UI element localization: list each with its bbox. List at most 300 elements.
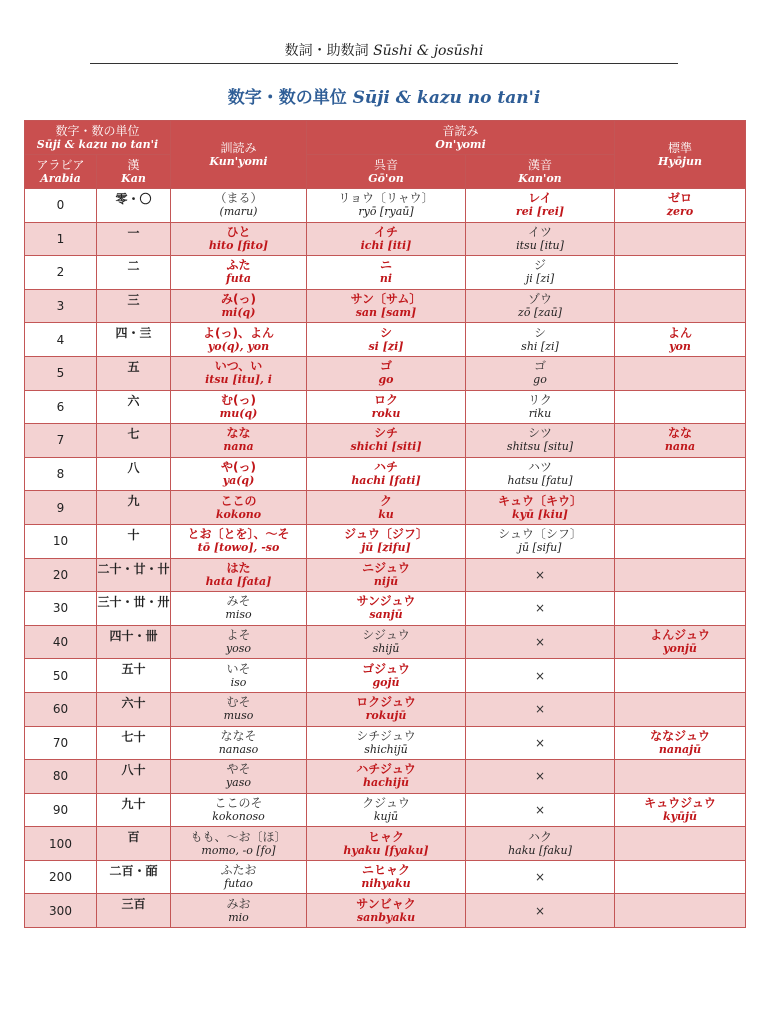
cell-kun xyxy=(171,424,307,458)
cell-goon xyxy=(307,491,466,525)
reading-romaji: san [sam] xyxy=(355,306,417,320)
cell-goon xyxy=(307,256,466,290)
cell-kanon xyxy=(466,457,615,491)
reading-kana: ジ xyxy=(533,258,546,273)
table-row xyxy=(25,424,746,458)
reading-kana: ここのそ xyxy=(214,795,263,810)
reading-kana: サン〔サム〕 xyxy=(350,292,422,307)
cell-kun xyxy=(171,256,307,290)
cell-kan: 三 xyxy=(97,289,171,323)
cell-arabia: 100 xyxy=(25,827,97,861)
cell-goon xyxy=(307,424,466,458)
table-row xyxy=(25,289,746,323)
cell-hyojun xyxy=(615,524,746,558)
cell-arabia: 30 xyxy=(25,592,97,626)
reading-romaji: sanjū xyxy=(369,608,403,622)
cell-kun xyxy=(171,760,307,794)
cell-kan: 零・〇 xyxy=(97,189,171,223)
cell-kun xyxy=(171,592,307,626)
cell-goon xyxy=(307,289,466,323)
reading-romaji: jū [zifu] xyxy=(361,541,411,555)
cell-kanon xyxy=(466,860,615,894)
document-header xyxy=(90,40,678,60)
reading-romaji: si [zi] xyxy=(368,339,404,353)
reading-kana: イツ xyxy=(527,224,552,239)
reading-romaji: mu(q) xyxy=(219,406,258,420)
cell-hyojun xyxy=(615,625,746,659)
cell-arabia: 9 xyxy=(25,491,97,525)
cell-goon xyxy=(307,457,466,491)
reading-romaji: nanaso xyxy=(218,742,259,756)
reading-romaji: momo, -o [fo] xyxy=(201,843,276,857)
cell-hyojun xyxy=(615,222,746,256)
reading-kana: みそ xyxy=(226,594,251,609)
cell-hyojun xyxy=(615,189,746,223)
cell-kan: 七 xyxy=(97,424,171,458)
cell-hyojun xyxy=(615,659,746,693)
cell-kan: 四・亖 xyxy=(97,323,171,357)
cell-hyojun xyxy=(615,760,746,794)
table-row xyxy=(25,625,746,659)
reading-romaji: (maru) xyxy=(219,205,258,219)
cell-goon xyxy=(307,356,466,390)
cell-goon xyxy=(307,760,466,794)
cell-arabia: 40 xyxy=(25,625,97,659)
reading-romaji: iso xyxy=(230,675,247,689)
reading-romaji: riku xyxy=(528,406,552,420)
cell-kanon xyxy=(466,659,615,693)
cell-hyojun xyxy=(615,424,746,458)
cell-arabia: 4 xyxy=(25,323,97,357)
reading-kana: リク xyxy=(528,392,552,407)
cell-kun xyxy=(171,827,307,861)
reading-kana: なな xyxy=(667,426,692,441)
cell-arabia: 5 xyxy=(25,356,97,390)
reading-kana: ロクジュウ xyxy=(356,695,416,710)
reading-romaji: yon xyxy=(669,339,691,353)
cell-kun xyxy=(171,894,307,928)
cell-kanon xyxy=(466,424,615,458)
reading-romaji: shijū xyxy=(372,642,400,656)
table-row xyxy=(25,692,746,726)
cell-goon xyxy=(307,390,466,424)
reading-romaji: ku xyxy=(378,507,394,521)
cell-kanon xyxy=(466,894,615,928)
cell-kan: 九 xyxy=(97,491,171,525)
reading-romaji: ni xyxy=(379,272,393,286)
header-divider xyxy=(90,63,678,64)
cell-hyojun xyxy=(615,726,746,760)
reading-kana: × xyxy=(534,668,546,683)
reading-romaji: kujū xyxy=(373,809,399,823)
table-row xyxy=(25,356,746,390)
reading-kana: シチ xyxy=(373,426,398,441)
cell-kanon xyxy=(466,356,615,390)
cell-kan: 八十 xyxy=(97,760,171,794)
cell-kan: 五 xyxy=(97,356,171,390)
reading-romaji: rei [rei] xyxy=(515,205,565,219)
cell-kun xyxy=(171,558,307,592)
cell-kanon xyxy=(466,558,615,592)
header-onyomi: 音読み On'yomi xyxy=(307,121,615,155)
reading-romaji: ya(q) xyxy=(222,474,255,488)
reading-kana: シジュウ xyxy=(362,628,410,643)
reading-romaji: muso xyxy=(223,709,254,723)
reading-romaji: itsu [itu] xyxy=(516,238,564,252)
cell-kan: 百 xyxy=(97,827,171,861)
reading-kana: ニ xyxy=(379,258,392,273)
reading-kana: よんジュウ xyxy=(650,628,710,643)
reading-kana: キュウ〔キウ〕 xyxy=(497,493,582,508)
reading-kana: ななジュウ xyxy=(650,728,710,743)
cell-arabia: 80 xyxy=(25,760,97,794)
cell-kanon xyxy=(466,692,615,726)
reading-romaji: shi [zi] xyxy=(521,339,559,353)
reading-romaji: hatsu [fatu] xyxy=(507,474,573,488)
cell-hyojun xyxy=(615,356,746,390)
cell-kanon xyxy=(466,323,615,357)
table-row xyxy=(25,726,746,760)
cell-kan: 八 xyxy=(97,457,171,491)
reading-kana: （まる） xyxy=(214,191,263,206)
table-row xyxy=(25,457,746,491)
title-jp: 数字・数の単位 xyxy=(227,88,353,108)
cell-hyojun xyxy=(615,390,746,424)
reading-kana: ゴジュウ xyxy=(362,661,410,676)
cell-kanon xyxy=(466,760,615,794)
reading-romaji: tō [towo], -so xyxy=(197,541,280,555)
reading-kana: ク xyxy=(379,493,392,508)
reading-kana: ななそ xyxy=(220,728,257,743)
table-row xyxy=(25,894,746,928)
reading-kana: ヒャク xyxy=(367,829,404,844)
table-body xyxy=(25,189,746,928)
reading-kana: × xyxy=(534,769,546,784)
cell-hyojun xyxy=(615,256,746,290)
reading-kana: × xyxy=(534,903,546,918)
reading-romaji: hata [fata] xyxy=(205,574,272,588)
cell-goon xyxy=(307,659,466,693)
reading-kana: なな xyxy=(226,426,251,441)
reading-romaji: ji [zi] xyxy=(525,272,555,286)
reading-romaji: kokono xyxy=(215,507,262,521)
reading-kana: × xyxy=(534,735,546,750)
reading-kana: シュウ〔シフ〕 xyxy=(498,527,582,542)
reading-romaji: kyū [kiu] xyxy=(511,507,569,521)
reading-romaji: hito [fito] xyxy=(208,238,269,252)
table-row xyxy=(25,760,746,794)
cell-hyojun xyxy=(615,592,746,626)
reading-romaji: shitsu [situ] xyxy=(506,440,574,454)
cell-arabia: 50 xyxy=(25,659,97,693)
cell-kun xyxy=(171,356,307,390)
cell-goon xyxy=(307,524,466,558)
reading-kana: む(っ) xyxy=(221,392,256,407)
reading-romaji: hyaku [fyaku] xyxy=(343,843,429,857)
reading-romaji: futa xyxy=(226,272,251,286)
cell-kan: 九十 xyxy=(97,793,171,827)
cell-kun xyxy=(171,323,307,357)
reading-kana: サンジュウ xyxy=(356,594,416,609)
reading-kana: ハチ xyxy=(373,460,398,475)
cell-kanon xyxy=(466,189,615,223)
reading-kana: むそ xyxy=(226,695,251,710)
reading-romaji: yonjū xyxy=(663,642,697,656)
header-kanon: 漢音 Kan'on xyxy=(466,155,615,189)
cell-goon xyxy=(307,860,466,894)
reading-romaji: mio xyxy=(228,910,249,924)
table-row xyxy=(25,189,746,223)
cell-kan: 二百・皕 xyxy=(97,860,171,894)
cell-arabia: 6 xyxy=(25,390,97,424)
reading-romaji: nijū xyxy=(373,574,399,588)
cell-arabia: 200 xyxy=(25,860,97,894)
reading-romaji: hachi [fati] xyxy=(351,474,421,488)
reading-romaji: nihyaku xyxy=(361,877,411,891)
table-row xyxy=(25,827,746,861)
cell-kan: 六十 xyxy=(97,692,171,726)
reading-kana: ゼロ xyxy=(667,191,692,206)
reading-kana: やそ xyxy=(226,762,251,777)
cell-kanon xyxy=(466,726,615,760)
reading-kana: いそ xyxy=(226,661,251,676)
cell-kan: 二 xyxy=(97,256,171,290)
cell-kanon xyxy=(466,222,615,256)
cell-goon xyxy=(307,726,466,760)
cell-kun xyxy=(171,390,307,424)
cell-hyojun xyxy=(615,860,746,894)
header-arabia: アラビア Arabia xyxy=(25,155,97,189)
reading-romaji: futao xyxy=(224,877,253,891)
reading-kana: × xyxy=(534,802,546,817)
reading-kana: ここの xyxy=(220,493,257,508)
table-row xyxy=(25,491,746,525)
table-row xyxy=(25,524,746,558)
reading-kana: リョウ〔リャウ〕 xyxy=(338,191,434,206)
table-row xyxy=(25,659,746,693)
reading-romaji: mi(q) xyxy=(221,306,256,320)
cell-arabia: 1 xyxy=(25,222,97,256)
reading-romaji: go xyxy=(378,373,394,387)
reading-romaji: ryō [ryaū] xyxy=(358,205,414,219)
reading-kana: よん xyxy=(667,325,692,340)
reading-kana: いつ、い xyxy=(214,359,263,374)
header-jp: 数詞・助数詞 xyxy=(284,43,374,59)
table-row xyxy=(25,390,746,424)
cell-hyojun xyxy=(615,894,746,928)
header-romaji: Sūshi & josūshi xyxy=(373,43,484,59)
reading-kana: みお xyxy=(226,896,251,911)
cell-arabia: 70 xyxy=(25,726,97,760)
cell-arabia: 7 xyxy=(25,424,97,458)
reading-kana: ニジュウ xyxy=(362,560,410,575)
cell-goon xyxy=(307,692,466,726)
cell-hyojun xyxy=(615,491,746,525)
reading-romaji: shichi [siti] xyxy=(350,440,422,454)
reading-kana: ハク xyxy=(527,829,552,844)
reading-kana: × xyxy=(534,870,546,885)
reading-kana: ハツ xyxy=(527,460,552,475)
cell-arabia: 2 xyxy=(25,256,97,290)
cell-arabia: 300 xyxy=(25,894,97,928)
reading-romaji: yo(q), yon xyxy=(207,339,270,353)
cell-kan: 二十・廿・卄 xyxy=(97,558,171,592)
reading-romaji: yaso xyxy=(225,776,252,790)
cell-goon xyxy=(307,894,466,928)
reading-romaji: gojū xyxy=(372,675,400,689)
cell-arabia: 60 xyxy=(25,692,97,726)
cell-kun xyxy=(171,860,307,894)
cell-goon xyxy=(307,189,466,223)
reading-kana: キュウジュウ xyxy=(644,795,716,810)
reading-kana: ゴ xyxy=(379,359,392,374)
cell-kun xyxy=(171,659,307,693)
reading-kana: × xyxy=(534,635,546,650)
cell-arabia: 0 xyxy=(25,189,97,223)
cell-kanon xyxy=(466,491,615,525)
cell-kanon xyxy=(466,390,615,424)
cell-goon xyxy=(307,793,466,827)
reading-romaji: miso xyxy=(225,608,252,622)
reading-kana: とお〔とを〕、〜そ xyxy=(187,527,290,542)
cell-arabia: 10 xyxy=(25,524,97,558)
cell-goon xyxy=(307,827,466,861)
reading-romaji: rokujū xyxy=(365,709,407,723)
cell-goon xyxy=(307,592,466,626)
cell-kan: 一 xyxy=(97,222,171,256)
reading-kana: シチジュウ xyxy=(356,728,416,743)
reading-kana: イチ xyxy=(373,224,398,239)
table-row xyxy=(25,222,746,256)
cell-kan: 七十 xyxy=(97,726,171,760)
cell-hyojun xyxy=(615,323,746,357)
cell-kan: 十 xyxy=(97,524,171,558)
reading-kana: ハチジュウ xyxy=(356,762,416,777)
reading-romaji: hachijū xyxy=(363,776,409,790)
reading-kana: ロク xyxy=(373,392,398,407)
reading-romaji: nana xyxy=(223,440,254,454)
reading-kana: ふたお xyxy=(220,863,257,878)
cell-kun xyxy=(171,793,307,827)
reading-kana: はた xyxy=(226,560,251,575)
header-kunyomi: 訓読み Kun'yomi xyxy=(171,121,307,189)
cell-kan: 三十・丗・卅 xyxy=(97,592,171,626)
cell-arabia: 90 xyxy=(25,793,97,827)
reading-romaji: nanajū xyxy=(658,742,702,756)
reading-romaji: roku xyxy=(371,406,401,420)
reading-romaji: zō [zaū] xyxy=(518,306,562,320)
numbers-table xyxy=(24,120,746,928)
table-row xyxy=(25,793,746,827)
reading-kana: よ(っ)、よん xyxy=(203,325,274,340)
reading-kana: ジュウ〔ジフ〕 xyxy=(344,527,428,542)
reading-kana: ニヒャク xyxy=(361,863,410,878)
cell-hyojun xyxy=(615,289,746,323)
table-row xyxy=(25,558,746,592)
reading-kana: み(っ) xyxy=(221,292,256,307)
reading-romaji: sanbyaku xyxy=(356,910,416,924)
header-hyojun: 標準 Hyōjun xyxy=(615,121,746,189)
table-row xyxy=(25,323,746,357)
reading-romaji: ichi [iti] xyxy=(360,238,412,252)
cell-kanon xyxy=(466,625,615,659)
reading-kana: ゴ xyxy=(533,359,546,374)
cell-goon xyxy=(307,222,466,256)
cell-kun xyxy=(171,491,307,525)
reading-kana: × xyxy=(534,702,546,717)
reading-romaji: yoso xyxy=(225,642,252,656)
reading-kana: よそ xyxy=(226,628,251,643)
reading-kana: × xyxy=(534,601,546,616)
cell-kanon xyxy=(466,592,615,626)
cell-hyojun xyxy=(615,558,746,592)
reading-kana: シ xyxy=(379,325,392,340)
reading-romaji: kyūjū xyxy=(663,809,697,823)
header-numbers-group: 数字・数の単位 Sūji & kazu no tan'i xyxy=(25,121,171,155)
cell-kun xyxy=(171,222,307,256)
cell-kan: 六 xyxy=(97,390,171,424)
reading-kana: シ xyxy=(533,325,546,340)
cell-kan: 四十・卌 xyxy=(97,625,171,659)
cell-goon xyxy=(307,323,466,357)
cell-hyojun xyxy=(615,457,746,491)
title-romaji: Sūji & kazu no tan'i xyxy=(352,88,541,108)
cell-kan: 五十 xyxy=(97,659,171,693)
cell-goon xyxy=(307,625,466,659)
cell-kun xyxy=(171,625,307,659)
reading-kana: ふた xyxy=(226,258,251,273)
reading-kana: サンビャク xyxy=(356,896,416,911)
cell-arabia: 3 xyxy=(25,289,97,323)
cell-kun xyxy=(171,189,307,223)
cell-kun xyxy=(171,692,307,726)
reading-kana: シツ xyxy=(527,426,552,441)
cell-kanon xyxy=(466,289,615,323)
reading-kana: レイ xyxy=(528,191,552,206)
reading-kana: × xyxy=(534,567,546,582)
reading-romaji: kokonoso xyxy=(212,809,265,823)
reading-kana: や(っ) xyxy=(221,460,256,475)
cell-kun xyxy=(171,289,307,323)
cell-kanon xyxy=(466,827,615,861)
reading-romaji: haku [faku] xyxy=(508,843,572,857)
cell-goon xyxy=(307,558,466,592)
table-row xyxy=(25,256,746,290)
cell-kun xyxy=(171,524,307,558)
reading-romaji: shichijū xyxy=(364,742,408,756)
cell-hyojun xyxy=(615,827,746,861)
reading-romaji: itsu [itu], i xyxy=(205,373,272,387)
cell-arabia: 8 xyxy=(25,457,97,491)
reading-kana: もも、〜お〔ほ〕 xyxy=(190,829,287,844)
reading-kana: クジュウ xyxy=(362,795,410,810)
table-row xyxy=(25,592,746,626)
reading-kana: ひと xyxy=(226,224,251,239)
cell-hyojun xyxy=(615,793,746,827)
cell-arabia: 20 xyxy=(25,558,97,592)
table-row xyxy=(25,860,746,894)
header-goon: 呉音 Gō'on xyxy=(307,155,466,189)
reading-kana: ゾウ xyxy=(527,292,552,307)
cell-hyojun xyxy=(615,692,746,726)
cell-kanon xyxy=(466,256,615,290)
cell-kanon xyxy=(466,793,615,827)
reading-romaji: jū [sifu] xyxy=(518,541,562,555)
cell-kanon xyxy=(466,524,615,558)
page-title xyxy=(0,83,768,108)
cell-kun xyxy=(171,457,307,491)
reading-romaji: nana xyxy=(664,440,696,454)
